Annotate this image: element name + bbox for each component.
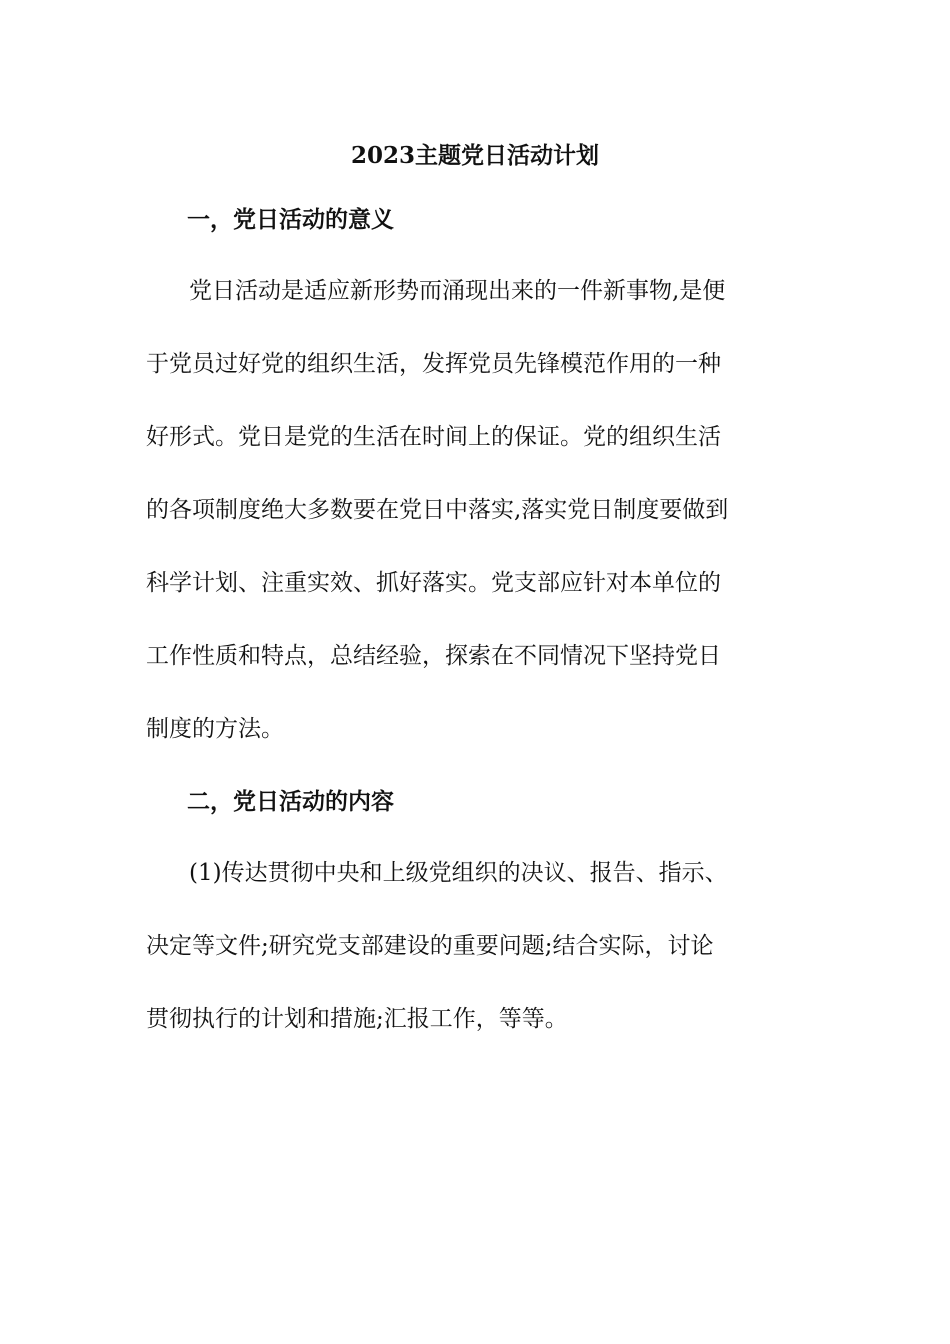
paragraph-line: 科学计划、注重实效、抓好落实。党支部应针对本单位的	[146, 570, 721, 596]
paragraph-line: 工作性质和特点，总结经验，探索在不同情况下坚持党日	[146, 643, 721, 669]
paragraph-line: 制度的方法。	[146, 716, 284, 742]
paragraph-line: 决定等文件;研究党支部建设的重要问题;结合实际，讨论	[146, 933, 714, 959]
paragraph-line: 好形式。党日是党的生活在时间上的保证。党的组织生活	[146, 424, 721, 450]
section2-heading: 二，党日活动的内容	[187, 788, 394, 815]
section1-heading: 一，党日活动的意义	[187, 206, 394, 233]
paragraph-line: 的各项制度绝大多数要在党日中落实,落实党日制度要做到	[146, 497, 729, 523]
paragraph-line: 于党员过好党的组织生活，发挥党员先锋模范作用的一种	[146, 351, 721, 377]
document-title: 2023主题党日活动计划	[350, 142, 599, 169]
paragraph-line: 贯彻执行的计划和措施;汇报工作，等等。	[146, 1006, 568, 1032]
paragraph-line: (1)传达贯彻中央和上级党组织的决议、报告、指示、	[189, 860, 728, 886]
paragraph-line: 党日活动是适应新形势而涌现出来的一件新事物,是便	[189, 278, 726, 304]
